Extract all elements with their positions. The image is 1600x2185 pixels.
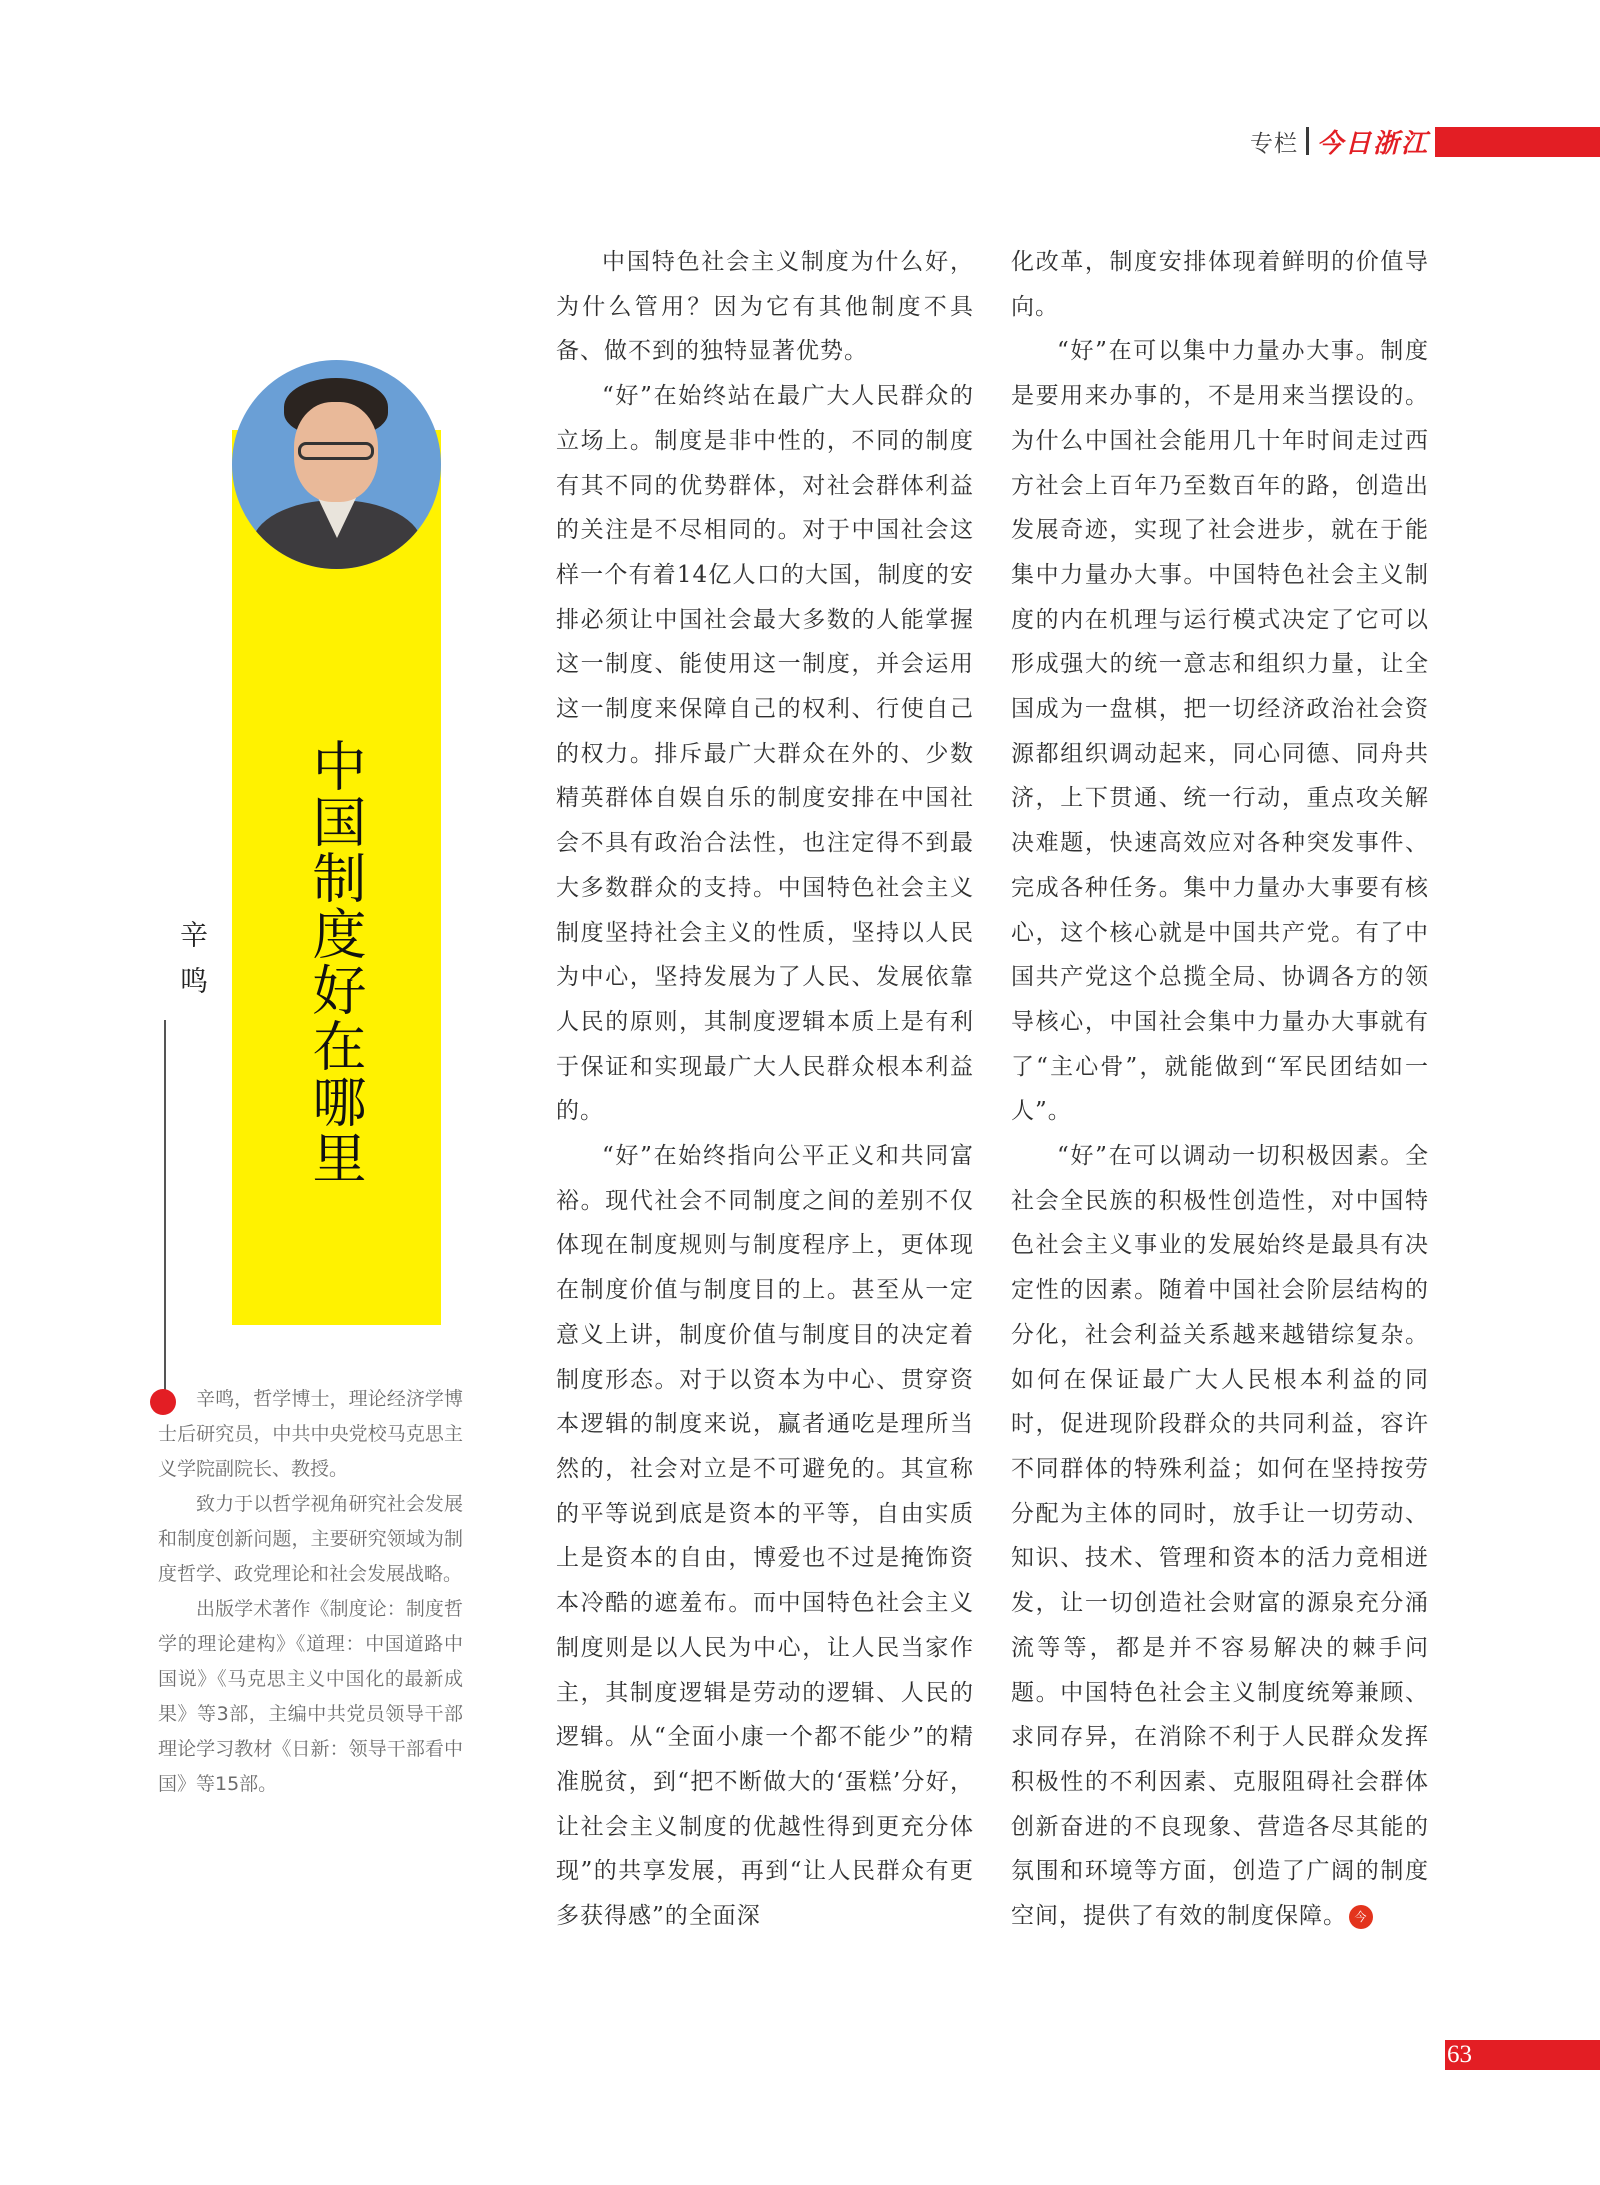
body-paragraph: 化改革，制度安排体现着鲜明的价值导向。 [1011,249,1429,320]
bio-paragraph: 致力于以哲学视角研究社会发展和制度创新问题，主要研究领域为制度哲学、政党理论和社会发展战略。 [158,1493,463,1585]
column-header [1250,126,1430,159]
header-red-bar [1435,127,1600,157]
body-paragraph [1011,1134,1429,1939]
body-paragraph: “好”在始终指向公平正义和共同富裕。现代社会不同制度之间的差别不仅体现在制度规则与制度程序上，更体现在制度价值与制度目的上。甚至从一定意义上讲，制度价值与制度目的决定着制度形态。对于以资本为中心、贯穿资本逻辑的制度来说，赢者通吃是理所当然的，社会对立是不可避免的。其宣称的平等说到底是资本的平等，自由实质上是资本的自由，博爱也不过是掩饰资本冷酷的遮羞布。而中国特色社会主义制度则是以人民为中心，让人民当家作主，其制度逻辑是劳动的逻辑、人民的逻辑。从“全面小康一个都不能少”的精准脱贫，到“把不断做大的‘蛋糕’分好，让社会主义制度的优越性得到更充分体现”的共享发展，再到“让人民群众有更多获得感”的全面深 [556,1143,974,1930]
bio-paragraph: 辛鸣，哲学博士，理论经济学博士后研究员，中共中央党校马克思主义学院副院长、教授。 [158,1388,463,1480]
author-bio [158,1382,463,1802]
author-name: 辛鸣 [176,920,209,1012]
article-title: 中国制度好在哪里 [304,738,367,1186]
body-paragraph: “好”在可以集中力量办大事。制度是要用来办事的，不是用来当摆设的。为什么中国社会能用几十年时间走过西方社会上百年乃至数百年的路，创造出发展奇迹，实现了社会进步，就在于能集中力量办大事。中国特色社会主义制度的内在机理与运行模式决定了它可以形成强大的统一意志和组织力量，让全国成为一盘棋，把一切经济政治社会资源都组织调动起来，同心同德、同舟共济，上下贯通、统一行动，重点攻关解决难题，快速高效应对各种突发事件、完成各种任务。集中力量办大事要有核心，这个核心就是中国共产党。有了中国共产党这个总揽全局、协调各方的领导核心，中国社会集中力量办大事就有了“主心骨”，就能做到“军民团结如一人”。 [1011,338,1429,1125]
author-photo [232,360,441,569]
header-divider [1306,127,1309,155]
magazine-brand: 今日浙江 [1317,128,1430,159]
body-paragraph: 中国特色社会主义制度为什么好，为什么管用？因为它有其他制度不具备、做不到的独特显著优势。 [556,249,974,365]
author-divider-line [164,1020,166,1390]
column-label: 专栏 [1250,130,1298,157]
body-paragraph: “好”在始终站在最广大人民群众的立场上。制度是非中性的，不同的制度有其不同的优势群体，对社会群体利益的关注是不尽相同的。对于中国社会这样一个有着14亿人口的大国，制度的安排必须让中国社会最大多数的人能掌握这一制度、能使用这一制度，并会运用这一制度来保障自己的权利、行使自己的权力。排斥最广大群众在外的、少数精英群体自娱自乐的制度安排在中国社会不具有政治合法性，也注定得不到最大多数群众的支持。中国特色社会主义制度坚持社会主义的性质，坚持以人民为中心，坚持发展为了人民、发展依靠人民的原则，其制度逻辑本质上是有利于保证和实现最广大人民群众根本利益的。 [556,383,974,1125]
body-column-2 [1011,240,1429,1939]
body-paragraph-text: “好”在可以调动一切积极因素。全社会全民族的积极性创造性，对中国特色社会主义事业的发展始终是最具有决定性的因素。随着中国社会阶层结构的分化，社会利益关系越来越错综复杂。如何在保证最广大人民根本利益的同时，促进现阶段群众的共同利益，容许不同群体的特殊利益；如何在坚持按劳分配为主体的同时，放手让一切劳动、知识、技术、管理和资本的活力竞相迸发，让一切创造社会财富的源泉充分涌流等等，都是并不容易解决的棘手问题。中国特色社会主义制度统筹兼顾、求同存异，在消除不利于人民群众发挥积极性的不利因素、克服阻碍社会群体创新奋进的不良现象、营造各尽其能的氛围和环境等方面，创造了广阔的制度空间，提供了有效的制度保障。 [1011,1143,1429,1930]
end-mark-icon: 今 [1349,1905,1373,1929]
page-number: 63 [1447,2041,1472,2068]
bio-paragraph: 出版学术著作《制度论：制度哲学的理论建构》《道理：中国道路中国说》《马克思主义中国化的最新成果》等3部，主编中共党员领导干部理论学习教材《日新：领导干部看中国》等15部。 [158,1598,463,1795]
body-column-1 [556,240,974,1939]
